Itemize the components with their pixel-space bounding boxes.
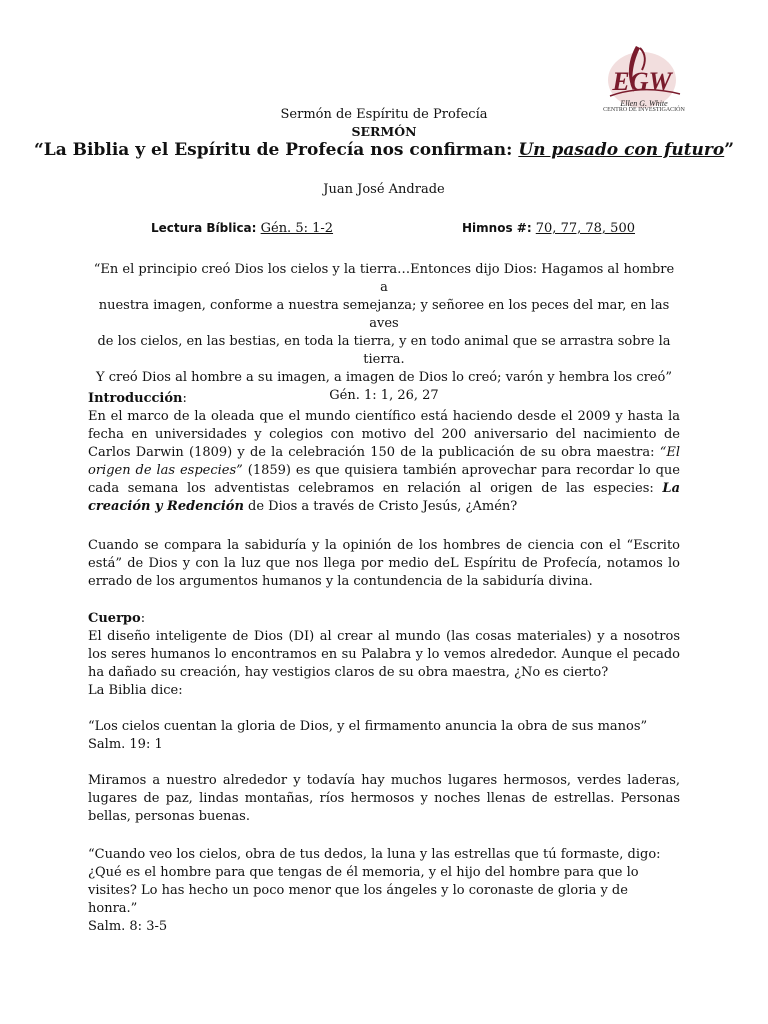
quote-line: Y creó Dios al hombre a su imagen, a imagen de Dios lo creó; varón y hembra los creó” [96, 370, 672, 385]
sermon-label: SERMÓN [351, 124, 417, 139]
pre-title: Sermón de Espíritu de Profecía [280, 107, 488, 122]
psalm-quote [88, 718, 680, 754]
bible-reading-label: Lectura Bíblica: [151, 221, 257, 235]
bible-reading-value: Gén. 5: 1-2 [260, 221, 334, 236]
opening-quote [88, 261, 680, 405]
intro-heading: Introducción [88, 391, 183, 406]
surroundings-paragraph: Miramos a nuestro alrededor y todavía hay muchos lugares hermosos, verdes laderas, lugares de paz, lindas montañas, ríos hermosos y noches llenas de estrellas. Personas bellas, personas buenas. [88, 773, 680, 824]
body-paragraph [88, 628, 680, 700]
hymns-value: 70, 77, 78, 500 [535, 221, 635, 236]
logo-brand-text: Ellen G. White [620, 99, 668, 108]
psalm-8-quote [88, 846, 680, 936]
quote-reference: Gén. 1: 1, 26, 27 [329, 388, 439, 403]
emphasis-text: La creación y Redención [88, 481, 680, 514]
psalm-quote-text: “Los cielos cuentan la gloria de Dios, y el firmamento anuncia la obra de sus manos” [88, 719, 648, 734]
title-subtitle: Un pasado con futuro [518, 140, 725, 160]
body-heading-row [88, 610, 680, 628]
quote-line: “En el principio creó Dios los cielos y la tierra…Entonces dijo Dios: Hagamos al hombre a [93, 262, 675, 295]
psalm-quote-reference: Salm. 19: 1 [88, 737, 163, 752]
svg-text:EGW: EGW [612, 67, 672, 96]
title-main: “La Biblia y el Espíritu de Profecía nos confirman: [34, 140, 519, 160]
body-heading: Cuerpo [88, 611, 141, 626]
intro-text: En el marco de la oleada que el mundo científico está haciendo desde el 2009 y hasta la fecha en universidades y colegios con motivo del 200 aniversario del nacimiento de Carlos Darwin (1809) y de la celebración 150 de la publicación de su obra maestra: [88, 409, 680, 460]
psalm-8-quote-reference: Salm. 8: 3-5 [88, 919, 168, 934]
logo-line: CENTRO DE INVESTIGACIÓN [603, 107, 685, 113]
quote-line: nuestra imagen, conforme a nuestra semejanza; y señoree en los peces del mar, en las aves [98, 298, 670, 331]
intro-heading-colon: : [182, 391, 187, 406]
author-name: Juan José Andrade [323, 182, 445, 197]
title-end-quote: ” [724, 140, 734, 160]
design-paragraph: El diseño inteligente de Dios (DI) al crear al mundo (las cosas materiales) y a nosotros los seres humanos lo encontramos en su Palabra y lo vemos alrededor. Aunque el pecado ha dañado su creación, hay vestigios claros de su obra maestra, ¿No es cierto? [88, 629, 680, 680]
bible-reading [151, 221, 333, 236]
body-heading-colon: : [140, 611, 146, 626]
intro-heading-row [88, 390, 680, 408]
paragraph-wisdom: Cuando se compara la sabiduría y la opinión de los hombres de ciencia con el “Escrito está” de Dios y con la luz que nos llega por medio deL Espíritu de Profecía, notamos lo errado de los argumentos humanos y la contundencia de la sabiduría divina. [88, 538, 680, 589]
hymns-label: Himnos #: [462, 221, 532, 235]
book-title: “El origen de las especies” [88, 445, 680, 478]
sermon-title [0, 140, 768, 160]
psalm-8-quote-text: “Cuando veo los cielos, obra de tus dedos, la luna y las estrellas que tú formaste, digo: ¿Qué es el hombre para que tengas de él memoria, y el hijo del hombre para que lo visites? Lo has hecho un poco menor que los ángeles y lo coronaste de gloria y de honra.” [88, 847, 661, 916]
intro-paragraph [88, 408, 680, 516]
quote-line: de los cielos, en las bestias, en toda la tierra, y en todo animal que se arrastra sobre la tierra. [97, 334, 671, 367]
intro-text: de Dios a través de Cristo Jesús, ¿Amén? [243, 499, 518, 514]
bible-says-text: La Biblia dice: [88, 683, 183, 698]
hymns [462, 221, 635, 236]
intro-text: (1859) es que quisiera también aprovechar para recordar lo que cada semana los adventistas celebramos en relación al origen de las especies: [88, 463, 680, 496]
